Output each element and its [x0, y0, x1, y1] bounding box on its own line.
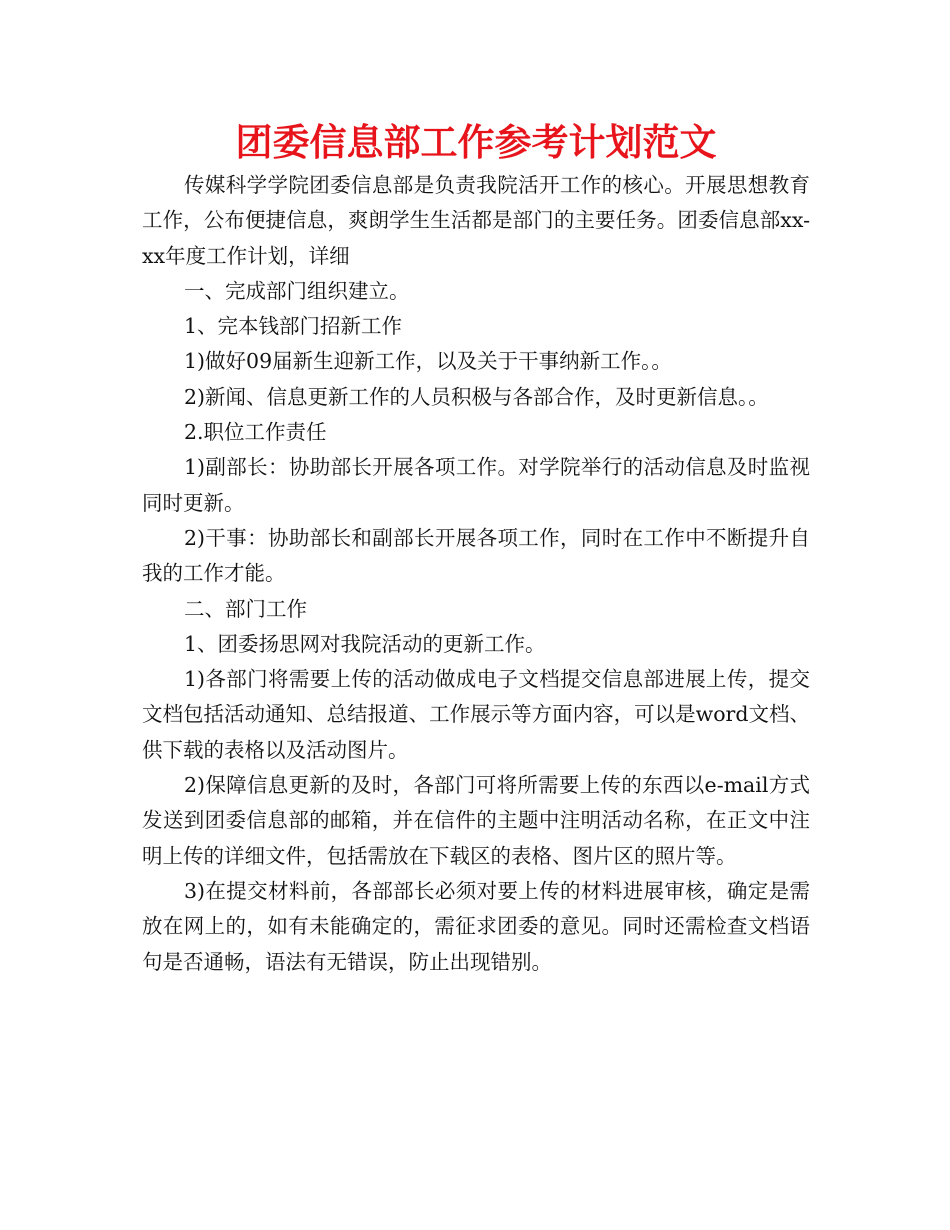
paragraph-section-1-heading: 一、完成部门组织建立。 [184, 278, 410, 303]
paragraph-item-3-3: 3)在提交材料前，各部部长必须对要上传的材料进展审核，确定是需放在网上的，如有未能确定的，需征求团委的意见。同时还需检查文档语句是否通畅，语法有无错误，防止出现错别。 [142, 878, 810, 974]
paragraph-item-1: 1、完本钱部门招新工作 [184, 314, 403, 339]
paragraph-section-2-heading: 二、部门工作 [184, 596, 307, 621]
document-title: 团委信息部工作参考计划范文 [235, 121, 717, 164]
document-page [142, 118, 810, 980]
paragraph-item-2: 2.职位工作责任 [184, 420, 327, 445]
paragraph-item-1-2: 2)新闻、信息更新工作的人员积极与各部合作，及时更新信息。。 [184, 384, 769, 409]
paragraph-item-3-2: 2)保障信息更新的及时，各部门可将所需要上传的东西以e-mail方式发送到团委信息部的邮箱，并在信件的主题中注明活动名称，在正文中注明上传的详细文件，包括需放在下载区的表格、图片区的照片等。 [142, 773, 810, 868]
paragraph-item-2-1: 1)副部长：协助部长开展各项工作。对学院举行的活动信息及时监视同时更新。 [142, 455, 810, 515]
paragraph-intro: 传媒科学学院团委信息部是负责我院活开工作的核心。开展思想教育工作，公布便捷信息，爽朗学生生活都是部门的主要任务。团委信息部xx-xx年度工作计划，详细 [142, 173, 810, 268]
paragraph-item-2-2: 2)干事：协助部长和副部长开展各项工作，同时在工作中不断提升自我的工作才能。 [142, 525, 810, 586]
paragraph-item-1-1: 1)做好09届新生迎新工作，以及关于干事纳新工作。。 [184, 349, 672, 374]
paragraph-item-3: 1、团委扬思网对我院活动的更新工作。 [184, 631, 546, 656]
paragraph-item-3-1: 1)各部门将需要上传的活动做成电子文档提交信息部进展上传，提交文档包括活动通知、总结报道、工作展示等方面内容，可以是word文档、供下载的表格以及活动图片。 [142, 667, 810, 762]
